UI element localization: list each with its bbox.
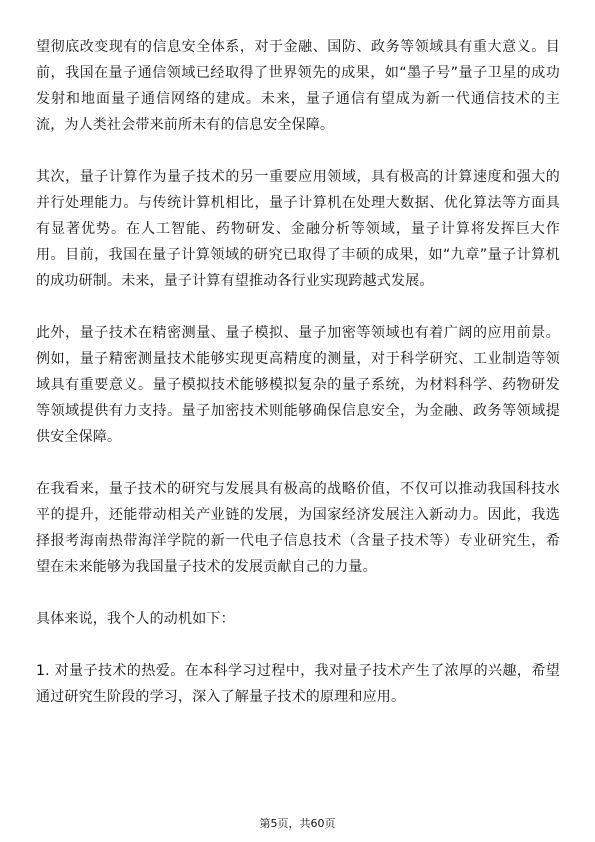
paragraph-personal-view: 在我看来，量子技术的研究与发展具有极高的战略价值，不仅可以推动我国科技水平的提升，还能带动相关产业链的发展，为国家经济发展注入新动力。因此，我选择报考海南热带海洋学院的新一代电子信息技术（含量子技术等）专业研究生，希望在未来能够为我国量子技术的发展贡献自己的力量。 [36, 481, 560, 575]
paragraph-quantum-computing: 其次，量子计算作为量子技术的另一重要应用领域，具有极高的计算速度和强大的并行处理能力。与传统计算机相比，量子计算机在处理大数据、优化算法等方面具有显著优势。在人工智能、药物研发、金融分析等领域，量子计算将发挥巨大作用。目前，我国在量子计算领域的研究已取得了丰硕的成果，如“九章”量子计算机的成功研制。未来，量子计算有望推动各行业实现跨越式发展。 [36, 169, 560, 289]
paragraph-motivation-intro: 具体来说，我个人的动机如下： [36, 611, 235, 627]
paragraph-other-applications: 此外，量子技术在精密测量、量子模拟、量子加密等领域也有着广阔的应用前景。例如，量子精密测量技术能够实现更高精度的测量，对于科学研究、工业制造等领域具有重要意义。量子模拟技术能够模拟复杂的量子系统，为材料科学、药物研发等领域提供有力支持。量子加密技术则能够确保信息安全，为金融、政务等领域提供安全保障。 [36, 325, 560, 445]
paragraph-spacer [36, 138, 560, 164]
paragraph-spacer [36, 294, 560, 320]
page-number-footer: 第5页，共60页 [259, 817, 336, 830]
paragraph-spacer [36, 450, 560, 476]
document-body [36, 34, 560, 710]
paragraph-quantum-communication: 望彻底改变现有的信息安全体系，对于金融、国防、政务等领域具有重大意义。目前，我国在量子通信领域已经取得了世界领先的成果，如“墨子号”量子卫星的成功发射和地面量子通信网络的建成。未来，量子通信有望成为新一代通信技术的主流，为人类社会带来前所未有的信息安全保障。 [36, 39, 560, 133]
paragraph-spacer [36, 580, 560, 606]
paragraph-spacer [36, 632, 560, 658]
paragraph-motivation-1: 1. 对量子技术的热爱。在本科学习过程中，我对量子技术产生了浓厚的兴趣，希望通过研究生阶段的学习，深入了解量子技术的原理和应用。 [36, 663, 560, 705]
